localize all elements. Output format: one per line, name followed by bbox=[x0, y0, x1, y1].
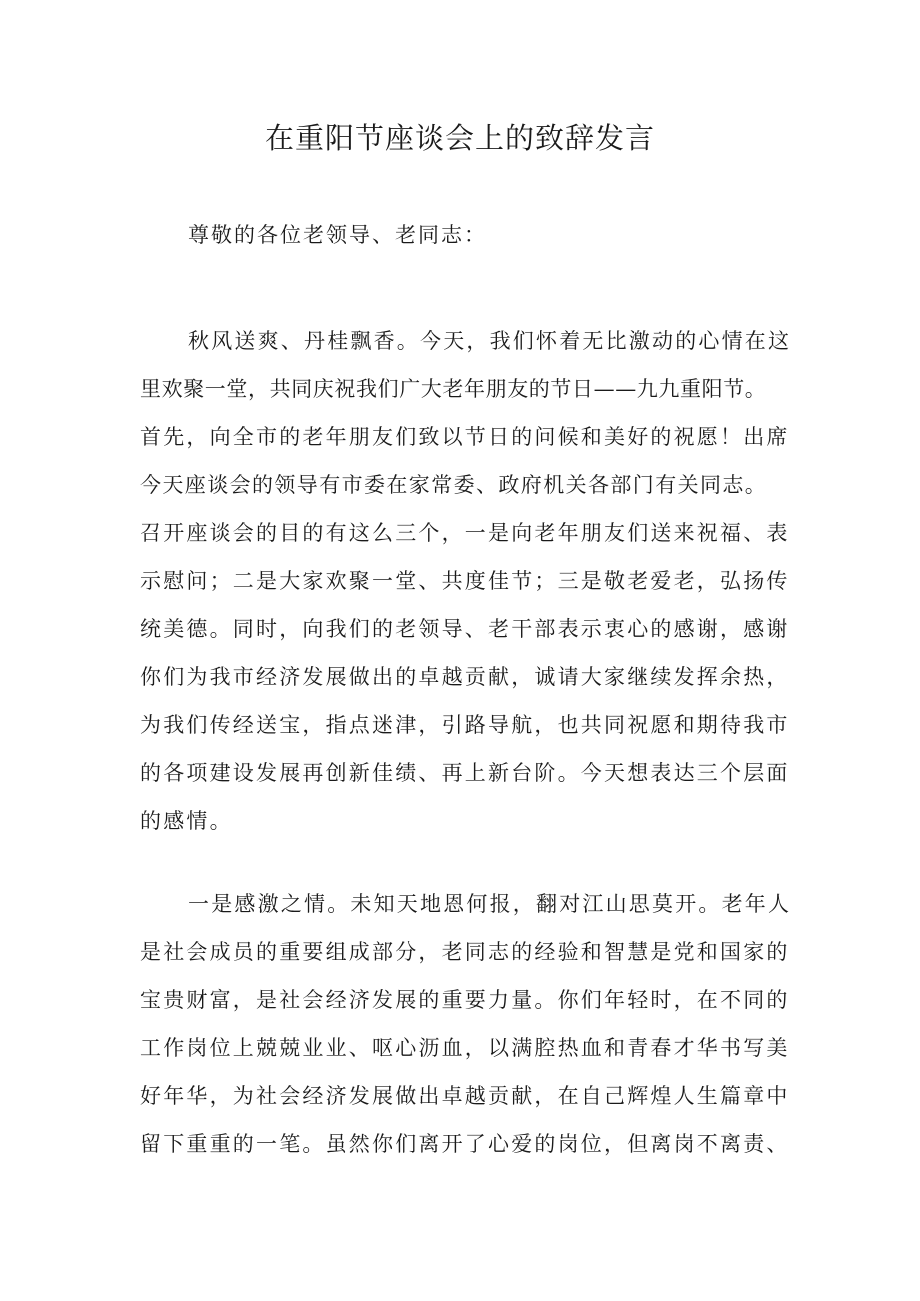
paragraph-line: 里欢聚一堂，共同庆祝我们广大老年朋友的节日——九九重阳节。 bbox=[140, 377, 767, 401]
paragraph-line: 首先，向全市的老年朋友们致以节日的问候和美好的祝愿！出席 bbox=[140, 425, 790, 449]
paragraph-line: 好年华，为社会经济发展做出卓越贡献，在自己辉煌人生篇章中 bbox=[140, 1084, 790, 1108]
paragraph-1 bbox=[140, 317, 800, 845]
paragraph-line: 示慰问；二是大家欢聚一堂、共度佳节；三是敬老爱老，弘扬传 bbox=[140, 569, 790, 593]
paragraph-line: 召开座谈会的目的有这么三个，一是向老年朋友们送来祝福、表 bbox=[140, 521, 790, 545]
paragraph-line: 统美德。同时，向我们的老领导、老干部表示衷心的感谢，感谢 bbox=[140, 617, 790, 641]
paragraph-line: 你们为我市经济发展做出的卓越贡献，诚请大家继续发挥余热， bbox=[140, 665, 790, 689]
paragraph-line: 的感情。 bbox=[140, 809, 233, 833]
paragraph-line: 工作岗位上兢兢业业、呕心沥血，以满腔热血和青春才华书写美 bbox=[140, 1036, 790, 1060]
document-title: 在重阳节座谈会上的致辞发言 bbox=[264, 121, 655, 155]
paragraph-line: 留下重重的一笔。虽然你们离开了心爱的岗位，但离岗不离责、 bbox=[140, 1132, 790, 1156]
paragraph-line: 是社会成员的重要组成部分，老同志的经验和智慧是党和国家的 bbox=[140, 940, 790, 964]
paragraph-line: 今天座谈会的领导有市委在家常委、政府机关各部门有关同志。 bbox=[140, 473, 768, 497]
paragraph-line: 为我们传经送宝，指点迷津，引路导航，也共同祝愿和期待我市 bbox=[140, 713, 790, 737]
paragraph-line: 宝贵财富，是社会经济发展的重要力量。你们年轻时，在不同的 bbox=[140, 988, 790, 1012]
paragraph-2 bbox=[140, 880, 800, 1168]
salutation: 尊敬的各位老领导、老同志： bbox=[188, 223, 487, 247]
paragraph-line: 一是感激之情。未知天地恩何报，翻对江山思莫开。老年人 bbox=[188, 892, 792, 916]
paragraph-line: 的各项建设发展再创新佳绩、再上新台阶。今天想表达三个层面 bbox=[140, 761, 790, 785]
paragraph-line: 秋风送爽、丹桂飘香。今天，我们怀着无比激动的心情在这 bbox=[188, 329, 792, 353]
